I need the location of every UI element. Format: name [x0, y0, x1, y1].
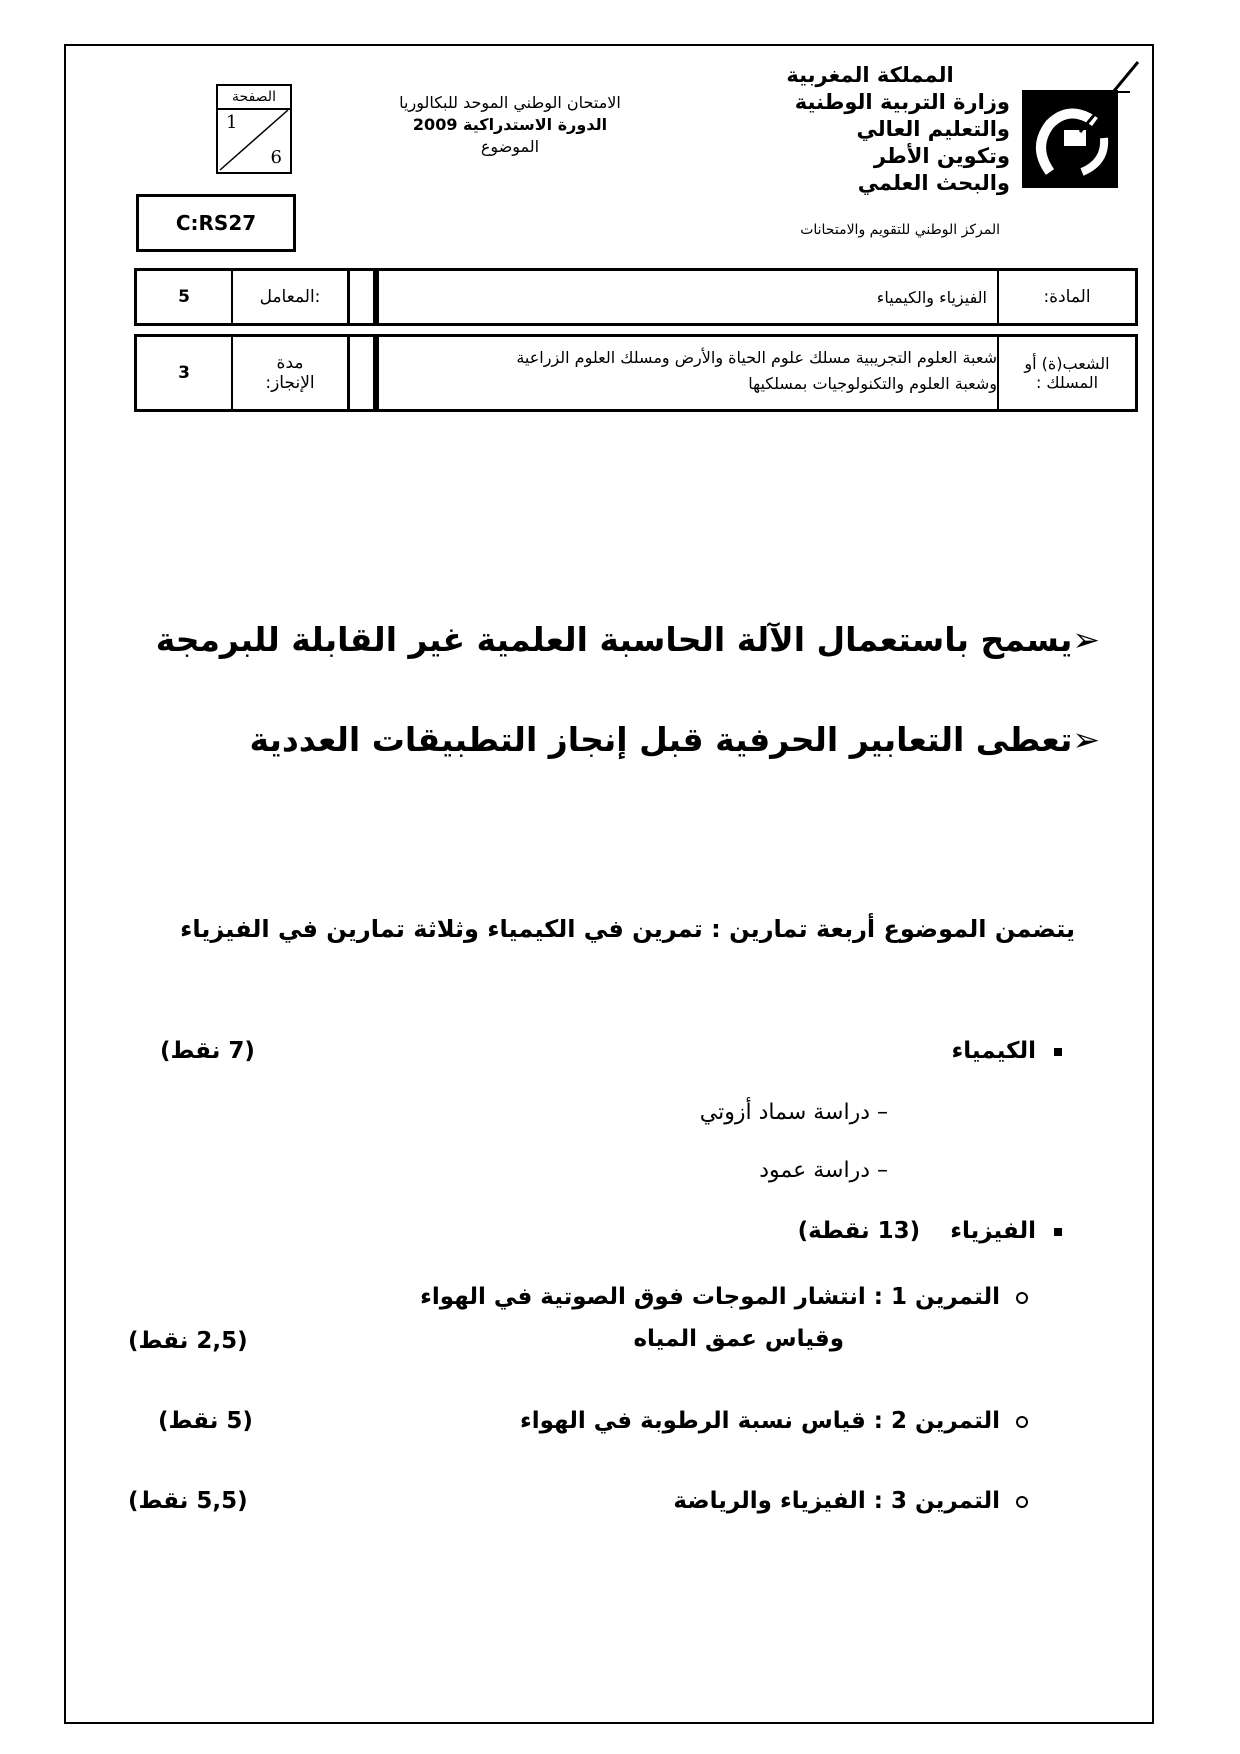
branch-line-1: شعبة العلوم التجريبية مسلك علوم الحياة والأرض ومسلك العلوم الزراعية: [516, 348, 997, 367]
branch-value: [389, 345, 997, 397]
code-box: [136, 194, 296, 252]
exam-header: [360, 92, 660, 158]
instruction-2: [249, 720, 1100, 759]
chemistry-points: (7 نقط): [160, 1038, 255, 1064]
page-total: 6: [270, 147, 282, 168]
exercise-label: التمرين 2 : قياس نسبة الرطوبة في الهواء: [519, 1408, 1000, 1434]
exercise-2: [520, 1408, 1028, 1434]
duration-value: 3: [137, 337, 233, 409]
exercise-label: التمرين 3 : الفيزياء والرياضة: [673, 1488, 1000, 1514]
exam-title: الامتحان الوطني الموحد للبكالوريا: [399, 93, 621, 112]
exercise-1: [420, 1284, 1028, 1310]
circle-bullet-icon: [1016, 1496, 1028, 1508]
exercise-2-points: (5 نقط): [158, 1408, 253, 1434]
coef-label: المعامل:: [259, 287, 321, 307]
physics-points: (13 نقطة): [797, 1218, 921, 1244]
square-bullet-icon: [1054, 1048, 1062, 1056]
page-current: 1: [226, 112, 238, 133]
square-bullet-icon: [1054, 1228, 1062, 1236]
ministry-line: المملكة المغربية: [786, 63, 954, 87]
instruction-text: يسمح باستعمال الآلة الحاسبة العلمية غير القابلة للبرمجة: [155, 620, 1073, 659]
coef-box: [134, 268, 350, 326]
coef-value: 5: [137, 271, 233, 323]
exercise-label: التمرين 1 : انتشار الموجات فوق الصوتية في الهواء: [420, 1284, 1000, 1310]
ministry-logo: [1020, 52, 1140, 212]
exam-code: C:RS27: [175, 211, 257, 235]
instruction-text: تعطى التعابير الحرفية قبل إنجاز التطبيقات العددية: [249, 720, 1073, 759]
info-row-branch: [134, 334, 1138, 412]
exam-summary: يتضمن الموضوع أربعة تمارين : تمرين في الكيمياء وثلاثة تمارين في الفيزياء: [180, 915, 1075, 943]
exercise-3: [673, 1488, 1028, 1514]
page-label: الصفحة: [218, 86, 290, 110]
branch-box: [376, 334, 1138, 412]
ministry-line: والبحث العلمي: [857, 171, 1010, 195]
duration-box: [134, 334, 350, 412]
exercise-1-line-2: وقياس عمق المياه: [633, 1326, 844, 1352]
circle-bullet-icon: [1016, 1416, 1028, 1428]
physics-heading: [798, 1218, 1062, 1244]
branch-line-2: وشعبة العلوم والتكنولوجيات بمسلكيها: [748, 374, 997, 393]
chemistry-heading: [952, 1038, 1063, 1064]
chemistry-item: – دراسة عمود: [759, 1158, 888, 1183]
arrow-icon: ➢: [1072, 620, 1100, 659]
chemistry-item: – دراسة سماد أزوتي: [699, 1100, 888, 1125]
center-name: المركز الوطني للتقويم والامتحانات: [800, 222, 1000, 238]
ministry-block: [690, 62, 1010, 197]
session: الدورة الاستدراكية 2009: [412, 115, 608, 134]
chemistry-title: الكيمياء: [951, 1038, 1036, 1064]
ministry-line: وتكوين الأطر: [873, 144, 1010, 168]
page-number-box: [216, 84, 292, 174]
doc-type: الموضوع: [480, 137, 540, 156]
circle-bullet-icon: [1016, 1292, 1028, 1304]
subject-value: الفيزياء والكيمياء: [876, 287, 987, 307]
exercise-1-points: (2,5 نقط): [128, 1328, 248, 1354]
subject-box: [376, 268, 1138, 326]
ministry-line: وزارة التربية الوطنية: [794, 90, 1010, 114]
exercise-3-points: (5,5 نقط): [128, 1488, 248, 1514]
spacer-box: [350, 334, 376, 412]
instruction-1: [156, 620, 1100, 659]
arrow-icon: ➢: [1072, 720, 1100, 759]
info-row-subject: [134, 268, 1138, 326]
spacer-box: [350, 268, 376, 326]
duration-label: مدة الإنجاز:: [265, 353, 315, 393]
branch-label: الشعب(ة) أو المسلك :: [997, 337, 1135, 409]
physics-title: الفيزياء: [950, 1218, 1036, 1244]
ministry-line: والتعليم العالي: [856, 117, 1010, 141]
subject-label: المادة:: [997, 271, 1135, 323]
